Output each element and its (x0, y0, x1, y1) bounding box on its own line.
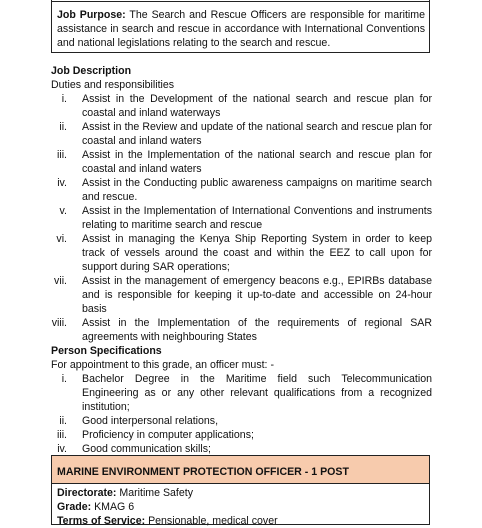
list-item-text: Good communication skills; (82, 443, 211, 455)
list-item-text: Assist in the Implementation of International Conventions and instruments relating to maritime search and rescue (82, 205, 432, 231)
requirement-item (51, 428, 432, 442)
duty-item (51, 148, 432, 176)
person-specifications-intro: For appointment to this grade, an officer must: - (51, 359, 274, 371)
list-item-text: Good interpersonal relations, (82, 415, 219, 427)
list-item-text: Assist in the Implementation of the national search and rescue plan for coastal and inland waters (82, 149, 432, 175)
job-purpose-text: The Search and Rescue Officers are responsible for maritime assistance in search and rescue in accordance with International Conventions and national legislations relating to the search and rescue. (57, 9, 425, 49)
person-specifications-heading: Person Specifications (51, 345, 162, 357)
duties-list (51, 92, 432, 344)
list-item-number: v. (59, 205, 67, 217)
requirement-item (51, 372, 432, 414)
list-item-text: Assist in the Development of the national search and rescue plan for coastal and inland waterways (82, 93, 432, 119)
list-item-number: iii. (56, 149, 67, 161)
directorate-value: Maritime Safety (116, 487, 193, 499)
directorate-line (52, 484, 429, 500)
duty-item (51, 316, 432, 344)
list-item-text: Assist in the Conducting public awareness campaigns on maritime search and rescue. (82, 177, 432, 203)
list-item-number: i. (61, 373, 67, 385)
list-item-number: vii. (54, 275, 67, 287)
job-purpose-label: Job Purpose: (57, 9, 126, 21)
list-item-number: iii. (56, 429, 67, 441)
job-description-section (51, 64, 432, 344)
list-item-number: iv. (57, 443, 67, 455)
list-item-text: Assist in managing the Kenya Ship Reporting System in order to keep track of vessels around the coast and within the EEZ to call upon for support during SAR operations; (82, 233, 432, 273)
terms-line (52, 514, 429, 528)
list-item-number: vi. (56, 233, 67, 245)
duty-item (51, 274, 432, 316)
table-row-divider (52, 1, 429, 2)
duty-item (51, 204, 432, 232)
requirements-list (51, 372, 432, 456)
post-table (51, 455, 430, 525)
directorate-label: Directorate: (57, 487, 117, 499)
list-item-number: i. (61, 93, 67, 105)
duty-item (51, 120, 432, 148)
list-item-text: Proficiency in computer applications; (82, 429, 254, 441)
list-item-text: Assist in the Implementation of the requirements of regional SAR agreements with neighbouring States (82, 317, 432, 343)
duties-intro: Duties and responsibilities (51, 79, 175, 91)
list-item-text: Assist in the Review and update of the national search and rescue plan for coastal and inland waters (82, 121, 432, 147)
duty-item (51, 92, 432, 120)
person-specifications-section (51, 344, 432, 456)
requirement-item (51, 414, 432, 428)
list-item-text: Assist in the management of emergency beacons e.g., EPIRBs database and is responsible for keeping it up-to-date and accessible on 24-hour basis (82, 275, 432, 315)
list-item-number: ii. (59, 415, 67, 427)
grade-value: KMAG 6 (91, 501, 135, 513)
grade-label: Grade: (57, 501, 92, 513)
requirement-item (51, 442, 432, 456)
post-title: MARINE ENVIRONMENT PROTECTION OFFICER - 1 POST (52, 456, 429, 484)
list-item-number: viii. (51, 317, 67, 329)
terms-value: Pensionable, medical cover (145, 515, 278, 527)
job-purpose-box (51, 0, 430, 53)
job-description-heading: Job Description (51, 65, 132, 77)
list-item-text: Bachelor Degree in the Maritime field such Telecommunication Engineering as or any other relevant qualifications from a recognized institution; (82, 373, 432, 413)
list-item-number: iv. (57, 177, 67, 189)
list-item-number: ii. (59, 121, 67, 133)
duty-item (51, 232, 432, 274)
terms-label: Terms of Service: (57, 515, 146, 527)
grade-line (52, 500, 429, 514)
duty-item (51, 176, 432, 204)
